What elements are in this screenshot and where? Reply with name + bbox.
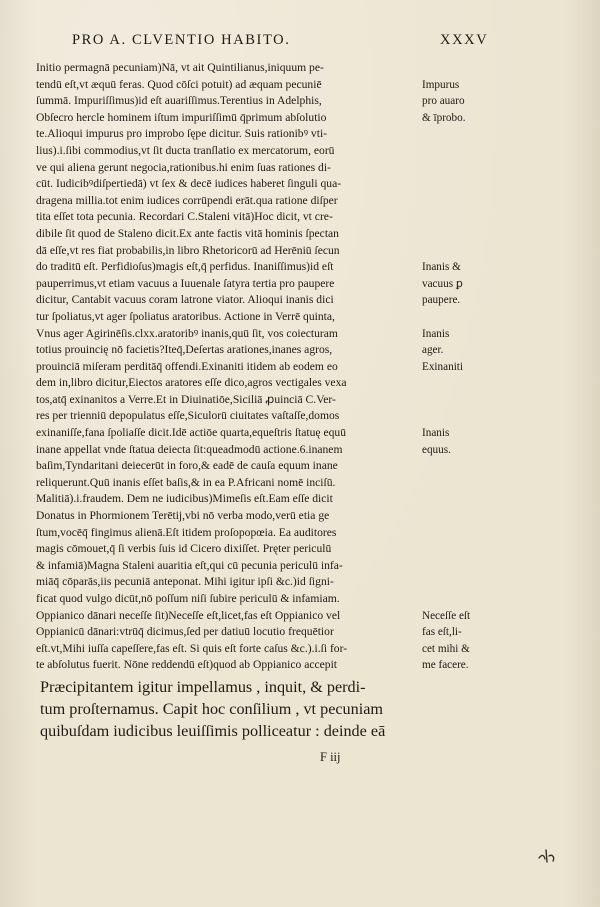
text-line <box>36 641 576 658</box>
marginal-note: Inanis & <box>422 261 461 274</box>
commentary-text <box>36 60 576 674</box>
text-line <box>36 574 576 591</box>
line-text: reliquerunt.Quū inanis eſſet baſis,& in ea P.Africani nomē inciſū. <box>36 475 336 489</box>
passage-line: Præcipitantem igitur impellamus , inquit, & perdi- <box>40 678 366 696</box>
line-text: dicitur, Cantabit vacuus coram latrone viator. Alioqui inanis dici <box>36 293 334 307</box>
marginal-note: Inanis <box>422 427 450 440</box>
line-text: dibile ſit quod de Staleno dicit.Ex ante factis vitā hominis ſpectan <box>36 226 339 240</box>
line-text: eſt.vt,Mihi iuſſa capeſſere,fas eſt. Si quis eſt forte caſus &c.).i.ſi for- <box>36 641 348 655</box>
line-text: cūt. Iudicibꝰdiſpertiedā) vt ſex & decē iudices haberet ſinguli qua- <box>36 177 342 191</box>
marginal-note: Neceſſe eſt <box>422 609 471 622</box>
line-text: tendū eſt,vt æquū feras. Quod cōſci potuit) ad æquam pecuniē <box>36 77 322 91</box>
line-text: exinaniſſe,fana ſpoliaſſe dicit.Idē actiōe quarta,equeſtris ſtatuę equū <box>36 426 347 440</box>
text-line <box>36 342 576 359</box>
line-text: tos,atq̄ exinanitos a Verre.Et in Diuinatiōe,Siciliā ꝓuinciā C.Ver- <box>36 392 336 406</box>
marginal-note: vacuus ꝑ <box>422 277 463 290</box>
running-title: PRO A. CLVENTIO HABITO. <box>72 32 291 48</box>
line-text: magis cōmouet,q̄ ſi verbis ſuis id Cicero dixiſſet. Pręter periculū <box>36 542 332 556</box>
text-line <box>36 392 576 409</box>
text-line <box>36 143 576 160</box>
text-line <box>36 425 576 442</box>
text-line <box>36 193 576 210</box>
text-line <box>36 525 576 542</box>
line-text: baſim,Tyndaritani deiecerūt in foro,& eadē de cauſa equum inane <box>36 459 338 473</box>
text-line <box>36 608 576 625</box>
marginal-note: Impurus <box>422 78 460 91</box>
line-text: tur ſpoliatus,vt ager ſpoliatus aratoribus. Actione in Verrē quinta, <box>36 309 335 323</box>
line-text: inane appellat vnde ſtatua deiecta ſit:queadmodū actione.6.inanem <box>36 442 343 456</box>
marginal-note: Inanis <box>422 327 450 340</box>
text-line <box>36 326 576 343</box>
text-line <box>36 226 576 243</box>
line-text: ſtum,vocēq̄ fingimus alienā.Eſt itidem proſopopœia. Ea auditores <box>36 525 337 539</box>
cicero-passage <box>40 676 480 742</box>
text-line <box>36 160 576 177</box>
text-line <box>36 259 576 276</box>
line-text: totius prouincię nō facietis?Iteq̄,Deſertas arationes,inanes agros, <box>36 343 333 357</box>
text-line <box>36 458 576 475</box>
text-line <box>36 126 576 143</box>
signature-mark: F iij <box>320 750 341 764</box>
text-line <box>36 77 576 94</box>
text-line <box>36 442 576 459</box>
text-line <box>36 243 576 260</box>
text-line <box>36 209 576 226</box>
marginal-note: & īprobo. <box>422 111 466 124</box>
text-line <box>36 359 576 376</box>
text-line <box>36 93 576 110</box>
text-line <box>36 558 576 575</box>
marginal-note: equus. <box>422 443 451 456</box>
line-text: ficat quod vulgo dicūt,nō poſſum niſi ſubire periculū & infamiam. <box>36 592 340 605</box>
text-line <box>36 176 576 193</box>
line-text: ve qui aliena gerunt negocia,rationibus.hi enim ſuas rationes di- <box>36 160 331 174</box>
line-text: res per trienniū depopulatus eſſe,Siculorū ciuitates vaſtaſſe,domos <box>36 409 340 423</box>
text-line <box>36 375 576 392</box>
passage-line: quibuſdam iudicibus leuiſſimis polliceatur : deinde eā <box>40 722 386 740</box>
text-line <box>36 541 576 558</box>
line-text: do traditū eſt. Perfidioſus)magis eſt,q̄ perfidus. Inaniſſimus)id eſt <box>36 260 334 274</box>
text-line <box>36 508 576 525</box>
marginal-note: Exinaniti <box>422 360 464 373</box>
line-text: te.Alioqui impurus pro improbo ſępe dicitur. Suis rationibꝰ vti- <box>36 127 328 141</box>
text-line <box>36 276 576 293</box>
line-text: Donatus in Phormionem Terētij,vbi nō verba modo,verū etia ge <box>36 509 330 523</box>
text-line <box>36 657 576 674</box>
text-line <box>36 110 576 127</box>
line-text: Obſecro hercle hominem iſtum impuriſſimū q̄primum abſolutio <box>36 110 327 124</box>
line-text: Oppianicū dānari:vtrūq̄ dicimus,ſed per datiuū locutio frequētior <box>36 625 334 639</box>
line-text: ſummā. Impuriſſimus)id eſt auariſſimus.Terentius in Adelphis, <box>36 94 322 108</box>
line-text: miāq̄ cōparās,iis pecuniā anteponat. Mihi igitur ipſi &c.)id ſigni- <box>36 575 334 589</box>
text-line <box>36 491 576 508</box>
line-text: Initio permagnā pecuniam)Nā, vt ait Quintilianus,iniquum pe- <box>36 61 324 74</box>
line-text: dem in,libro dicitur,Eiectos aratores eſſe dico,agros vectigales vexa <box>36 376 347 390</box>
text-line <box>36 60 576 77</box>
marginal-note: me facere. <box>422 659 469 672</box>
ink-mark-icon <box>536 846 558 866</box>
text-line <box>36 292 576 309</box>
text-line <box>36 624 576 641</box>
text-line <box>36 408 576 425</box>
marginal-note: paupere. <box>422 294 461 307</box>
text-line <box>36 309 576 326</box>
line-text: dā eſſe,vt res fiat probabilis,in libro Rhetoricorū ad Herēniū ſecun <box>36 243 340 257</box>
line-text: dragena millia.tot enim iudices corrūpendi erāt.qua ratione diſper <box>36 193 338 207</box>
line-text: pauperrimus,vt etiam vacuus a Iuuenale ſatyra tertia pro paupere <box>36 276 335 290</box>
line-text: lius).i.ſibi commodius,vt ſit ducta tranſlatio ex mercatorum, eorū <box>36 143 335 157</box>
text-line <box>36 591 576 608</box>
marginal-note: fas eſt,li- <box>422 626 462 639</box>
line-text: Malitiā).i.fraudem. Dem ne iudicibus)Mimeſis eſt.Eam eſſe dicit <box>36 492 333 506</box>
line-text: & infamiā)Magna Staleni auaritia eſt,qui cū pecunia periculū infa- <box>36 558 343 572</box>
marginal-note: pro auaro <box>422 95 465 108</box>
passage-line: tum proſternamus. Capit hoc conſilium , vt pecuniam <box>40 700 384 718</box>
marginal-note: cet mihi & <box>422 642 470 655</box>
line-text: prouinciā miſeram perditāq̄ offendi.Exinaniti itidem ab eodem eo <box>36 359 338 373</box>
line-text: Vnus ager Agirinēſis.clxx.aratoribꝰ inanis,quū ſit, vos coiecturam <box>36 326 338 340</box>
line-text: tita eſſet tota pecunia. Recordari C.Staleni vitā)Hoc dicit, vt cre- <box>36 210 333 224</box>
marginal-note: ager. <box>422 344 444 357</box>
line-text: te abſolutus fuerit. Nōne reddendū eſt)quod ab Oppianico accepit <box>36 658 338 672</box>
line-text: Oppianico dānari neceſſe ſit)Neceſſe eſt,licet,fas eſt Oppianico vel <box>36 608 341 622</box>
text-line <box>36 475 576 492</box>
folio-number: XXXV <box>440 32 489 48</box>
